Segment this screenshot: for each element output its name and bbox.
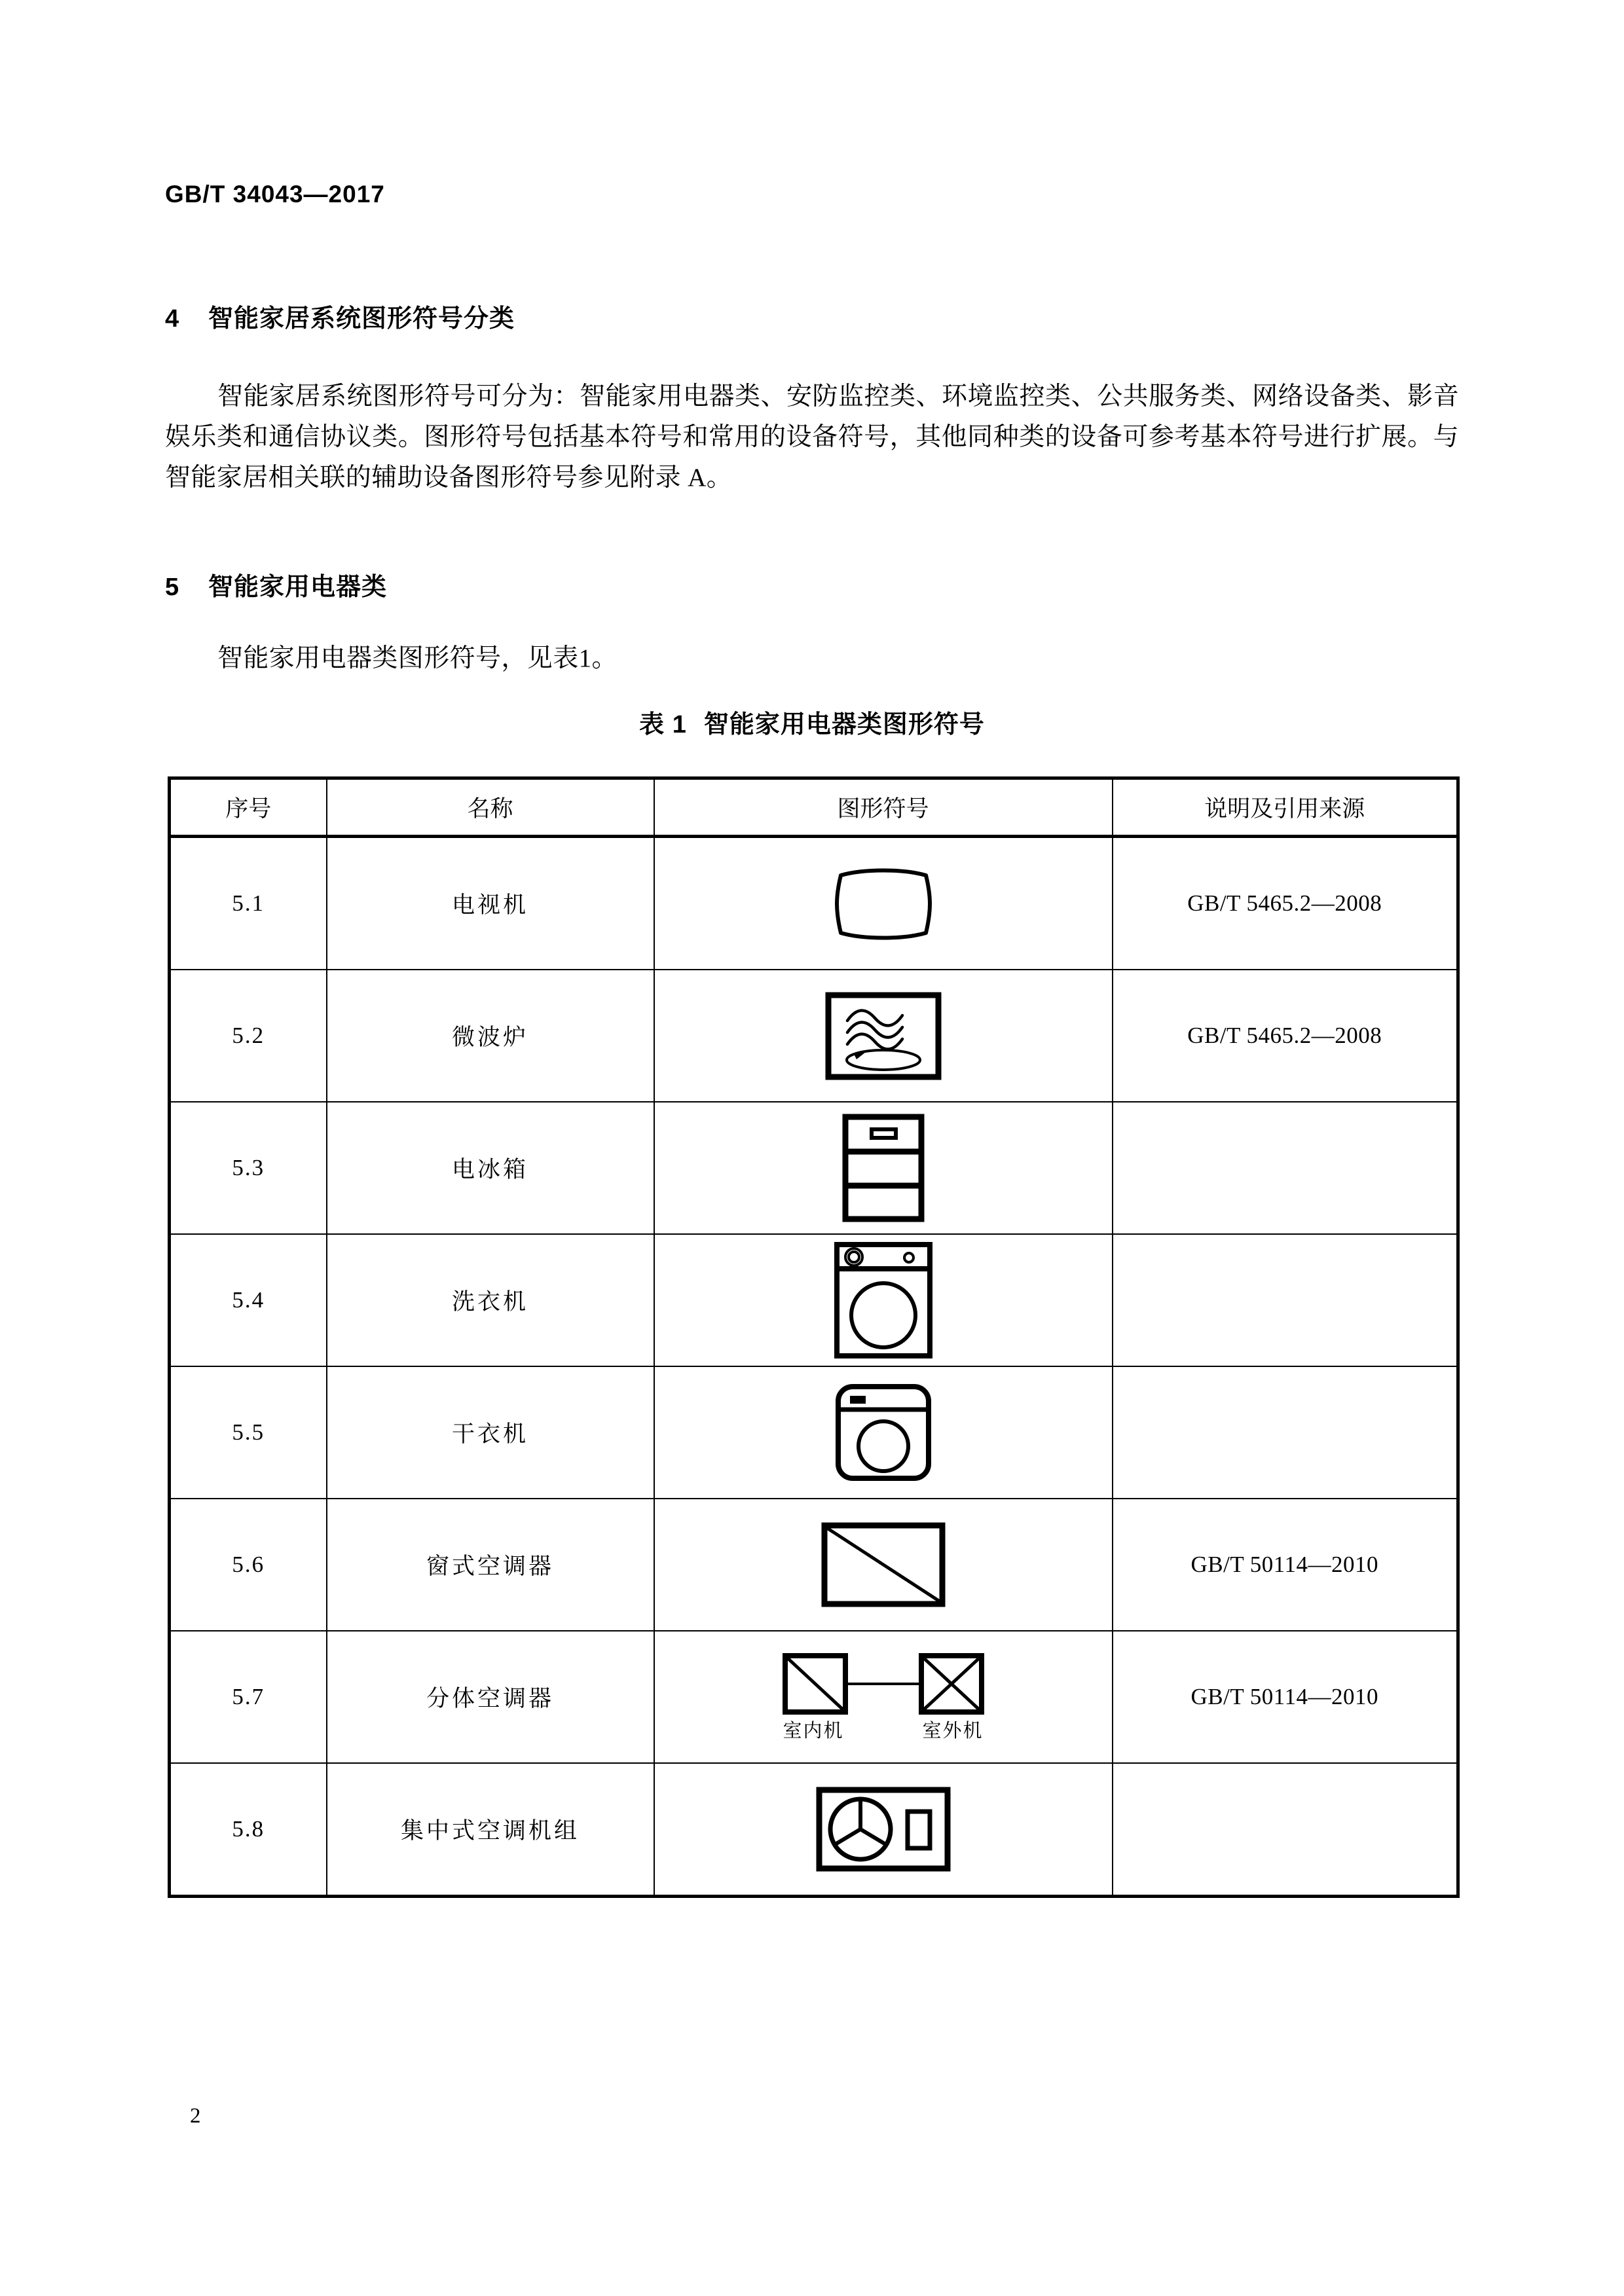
row-index: 5.1 — [232, 890, 265, 916]
row-index: 5.8 — [232, 1816, 265, 1842]
column-header-index: 序号 — [170, 778, 327, 837]
row-name: 分体空调器 — [426, 1686, 554, 1711]
table-1-caption-label: 表 1 — [639, 711, 687, 738]
row-name: 微波炉 — [451, 1025, 528, 1050]
table-row — [170, 1499, 1458, 1631]
table-row — [170, 1366, 1458, 1499]
row-name: 干衣机 — [451, 1421, 528, 1447]
row-reference: GB/T 5465.2—2008 — [1187, 890, 1382, 916]
row-symbol-cell — [654, 1366, 1113, 1499]
clause-4-paragraph: 智能家居系统图形符号可分为：智能家用电器类、安防监控类、环境监控类、公共服务类、网络设备类、影音娱乐类和通信协议类。图形符号包括基本符号和常用的设备符号，其他同种类的设备可参考基本符号进行扩展。与智能家居相关联的辅助设备图形符号参见附录 A。 — [165, 382, 1459, 492]
row-index: 5.7 — [232, 1684, 265, 1709]
row-index: 5.4 — [232, 1287, 265, 1313]
washing-machine-symbol — [834, 1241, 933, 1359]
row-symbol-cell — [654, 1763, 1113, 1897]
table-row — [170, 1234, 1458, 1366]
table-1-caption — [0, 704, 1624, 740]
split-air-conditioner-symbol — [782, 1652, 985, 1715]
row-reference: GB/T 5465.2—2008 — [1187, 1023, 1382, 1048]
row-name: 窗式空调器 — [426, 1554, 554, 1579]
column-header-name: 名称 — [327, 778, 654, 837]
row-symbol-cell — [654, 1102, 1113, 1234]
row-symbol-cell — [654, 1234, 1113, 1366]
clause-4-title: 智能家居系统图形符号分类 — [208, 305, 515, 333]
row-reference: GB/T 50114—2010 — [1190, 1684, 1379, 1709]
running-header-standard-number: GB/T 34043—2017 — [165, 181, 385, 208]
row-index: 5.5 — [232, 1419, 265, 1445]
table-1-caption-title: 智能家用电器类图形符号 — [703, 711, 985, 738]
clause-5-heading — [165, 566, 387, 602]
table-1-symbols — [168, 776, 1460, 1898]
column-header-reference: 说明及引用来源 — [1113, 778, 1458, 837]
row-name: 洗衣机 — [451, 1289, 528, 1315]
clause-4-heading — [165, 298, 515, 334]
clause-5-paragraph: 智能家用电器类图形符号，见表1。 — [217, 644, 618, 672]
table-row — [170, 837, 1458, 970]
column-header-symbol: 图形符号 — [654, 778, 1113, 837]
row-symbol-cell — [654, 1499, 1113, 1631]
row-reference: GB/T 50114—2010 — [1190, 1552, 1379, 1577]
table-row — [170, 970, 1458, 1102]
television-symbol — [834, 861, 932, 946]
microwave-oven-symbol — [825, 992, 942, 1080]
row-name: 电冰箱 — [451, 1157, 528, 1182]
window-air-conditioner-symbol — [821, 1522, 946, 1607]
row-name: 电视机 — [451, 892, 528, 918]
clause-4-number: 4 — [165, 305, 180, 333]
row-name: 集中式空调机组 — [400, 1818, 580, 1844]
clause-5-number: 5 — [165, 574, 180, 601]
clause-5-title: 智能家用电器类 — [208, 574, 388, 601]
row-index: 5.2 — [232, 1023, 265, 1048]
split-ac-outdoor-unit-label: 室外机 — [922, 1720, 984, 1741]
page-number: 2 — [190, 2104, 201, 2128]
table-row — [170, 1763, 1458, 1897]
row-symbol-cell — [654, 1631, 1113, 1763]
table-header-row — [170, 778, 1458, 837]
row-symbol-cell — [654, 970, 1113, 1102]
row-symbol-cell — [654, 837, 1113, 970]
row-index: 5.6 — [232, 1552, 265, 1577]
table-row — [170, 1102, 1458, 1234]
row-index: 5.3 — [232, 1155, 265, 1180]
central-air-conditioning-unit-symbol — [816, 1787, 951, 1872]
split-ac-indoor-unit-label: 室内机 — [783, 1720, 844, 1741]
table-row — [170, 1631, 1458, 1763]
refrigerator-symbol — [842, 1114, 925, 1222]
clothes-dryer-symbol — [835, 1383, 932, 1482]
